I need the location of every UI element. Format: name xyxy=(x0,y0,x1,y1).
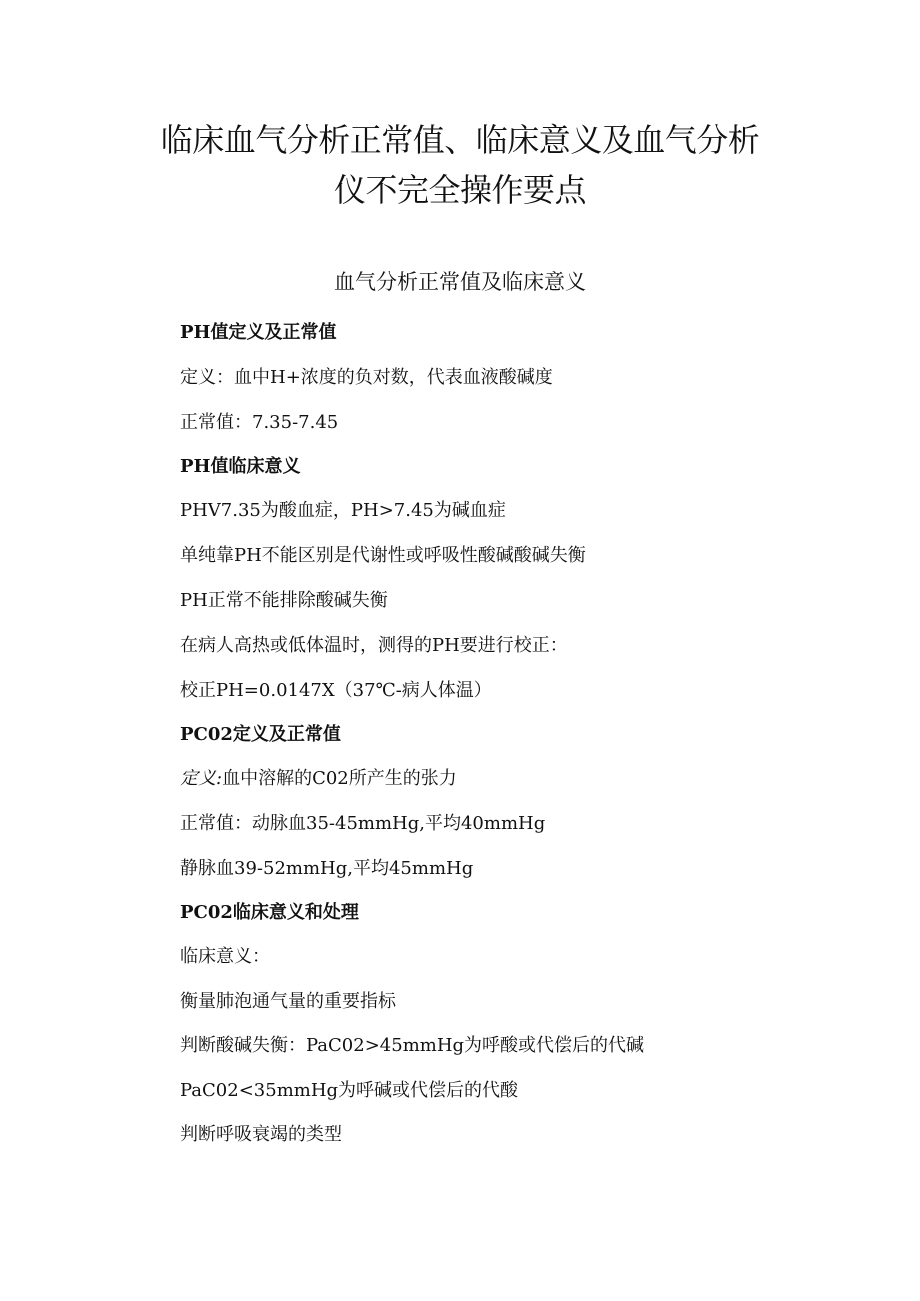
ph-correction-formula: 校正PH=0.0147X（37℃-病人体温） xyxy=(180,680,492,701)
pco2-normal-arterial: 正常值：动脉血35-45mmHg,平均40mmHg xyxy=(180,813,546,834)
pco2-clinical-label: 临床意义： xyxy=(180,946,270,967)
pco2-judge-acid-base: 判断酸碱失衡：PaC02>45mmHg为呼酸或代偿后的代碱 xyxy=(180,1035,645,1056)
ph-normal-value: 正常值：7.35-7.45 xyxy=(180,412,339,433)
ph-cannot-distinguish: 单纯靠PH不能区别是代谢性或呼吸性酸碱酸碱失衡 xyxy=(180,545,586,566)
pco2-respiratory-failure-type: 判断呼吸衰竭的类型 xyxy=(180,1124,342,1145)
pco2-definition-label: 定义: xyxy=(180,768,223,789)
ph-temperature-correction: 在病人高热或低体温时，测得的PH要进行校正： xyxy=(180,635,568,656)
document-title-line-2: 仪不完全操作要点 xyxy=(333,171,586,209)
pco2-alveolar-ventilation: 衡量肺泡通气量的重要指标 xyxy=(180,991,396,1012)
section-heading: 血气分析正常值及临床意义 xyxy=(334,270,586,294)
ph-definition-text: 定义：血中H+浓度的负对数，代表血液酸碱度 xyxy=(180,367,553,388)
ph-clinical-heading: PH值临床意义 xyxy=(180,456,301,477)
pco2-normal-venous: 静脉血39-52mmHg,平均45mmHg xyxy=(180,858,474,879)
pco2-definition-text xyxy=(180,764,457,790)
pco2-definition-heading: PC02定义及正常值 xyxy=(180,724,341,745)
ph-definition-heading: PH值定义及正常值 xyxy=(180,322,337,343)
ph-normal-not-exclude: PH正常不能排除酸碱失衡 xyxy=(180,590,388,611)
pco2-respiratory-alkalosis: PaC02<35mmHg为呼碱或代偿后的代酸 xyxy=(180,1080,519,1101)
ph-acidemia-alkalemia: PHV7.35为酸血症，PH>7.45为碱血症 xyxy=(180,500,506,521)
pco2-definition-body: 血中溶解的C02所产生的张力 xyxy=(222,768,457,789)
pco2-clinical-heading: PC02临床意义和处理 xyxy=(180,902,359,923)
document-title-line-1: 临床血气分析正常值、临床意义及血气分析 xyxy=(160,121,760,159)
